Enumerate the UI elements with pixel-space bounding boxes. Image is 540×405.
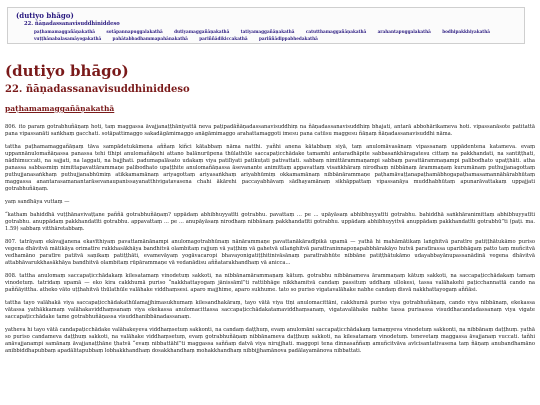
paragraph: tattha paṭhamamaggañāṇaṃ tāva sampādetukāmena aññaṃ kiñci kātabbaṃ nāma natthi. yañhi anena kātabbaṃ siyā, taṃ anulomāvasānaṃ vipassanaṃ uppādentena katameva. evaṃ uppannānulomañāṇassa panassa tehi tīhipi anulomañāṇehi attano balānurūpena thūlathūle saccapaṭicchādake tamamhi antaradhāpite sabbasaṅkhāragatesu cittaṃ na pakkhandati, na santiṭṭhati, nādhimuccati, na sajjati, na laggati, na bajjhati. padumapalāsato udakaṃ viya patilīyati patikuṭati pativattati. sabbaṃ nimittārammaṇampi sabbaṃ pavattārammaṇampi palibodhato upaṭṭhāti. atha panassa sabbasmiṃ nimittapavattārammaṇe palibodhato upaṭṭhite anulomañāṇassa āsevanante animittaṃ appavattaṃ visaṅkhāraṃ nirodhaṃ nibbānaṃ ārammaṇaṃ kurumānaṃ puthujjanagottaṃ puthujjanasaṅkhaṃ puthujjanabhūmiṃ atikkamamānaṃ ariyagottaṃ ariyasaṅkhaṃ ariyabhūmiṃ okkamamānaṃ nibbānārammaṇe paṭhamāvaṭṭanapaṭhamābhogapaṭhamasamannāhārabhūtaṃ maggassa anantarasamanantarāsevanaupanissayanatthivigatavasena chahi ākārehi paccayabhāvaṃ sādhayamānaṃ sikhāppattaṃ vipassanāya muddhabhūtaṃ apunarāvattakaṃ uppajjati gotrabhuñāṇaṃ.	[5, 144, 535, 192]
paragraph: 807. tatrāyaṃ ekāvajjanena ekavīthiyaṃ pavattamānānampi anulomagotrabhūnaṃ nānārammaṇe pavattanākāradīpikā upamā — yathā hi mahāmātikaṃ laṅghitvā paratīre patiṭṭhātukāmo puriso vegena dhāvitvā mātikāya orimatīre rukkhasākhāya bandhitvā olambitaṃ rajjuṃ vā yaṭṭhiṃ vā gahetvā ullaṅghitvā paratīraninnapoṇapabbhārakāyo hutvā paratīrassa uparibhāgaṃ patto taṃ muñcitvā vedhamāno paratīre patitvā saṇikaṃ patiṭṭhāti, evamevāyaṃ yogāvacaropi bhavayonigatiṭṭhitinivāsānaṃ paratīrabhūte nibbāne patiṭṭhātukāmo udayabbayānupassanādinā vegena dhāvitvā attabhāvarukkhasākhāya bandhitvā olambitaṃ rūpārammaṇe vā vedanādisu aññatarakhandhaṃ vā anicca...	[5, 239, 535, 266]
paragraph: yaṃ sandhāya vuttaṃ —	[5, 199, 70, 205]
article-body	[5, 124, 535, 361]
toc-link[interactable]: vuṭṭhānabalasamāyogakathā	[34, 36, 102, 41]
toc-link[interactable]: catutthamaggañāṇakathā	[305, 29, 367, 34]
table-of-contents	[7, 7, 525, 44]
paragraph: 806. ito paraṃ gotrabhuñāṇaṃ hoti, taṃ maggassa āvajjanaṭṭhāniyattā neva paṭipadāñāṇadassanavisuddhiṃ na ñāṇadassanavisuddhiṃ bhajati, antarā abbohārikameva hoti. vipassanāsote patitattā pana vipassanāti saṅkhaṃ gacchati. sotāpattimaggo sakadāgāmimaggo anāgāmimaggo arahattamaggoti imesu pana catūsu maggesu ñāṇaṃ ñāṇadassanavisuddhi nāma.	[5, 124, 535, 137]
toc-link[interactable]: sotāpannapuggalakathā	[106, 29, 163, 34]
page-heading: (dutiyo bhāgo)	[5, 62, 129, 80]
toc-link[interactable]: pahātabbadhammapahānakathā	[112, 36, 188, 41]
subsection-title: paṭhamamaggañāṇakathā	[5, 104, 115, 113]
toc-section-link[interactable]: 22. ñāṇadassanavisuddhiniddeso	[24, 21, 120, 27]
paragraph: yatheva hi tayo vātā candapaṭicchādake valāhakeyeva viddhaṃsetuṃ sakkonti, na candaṃ daṭṭhuṃ, evaṃ anulomāni saccapaṭicchādakaṃ tamaṃyeva vinodetuṃ sakkonti, na nibbānaṃ daṭṭhuṃ. yathā so puriso candameva daṭṭhuṃ sakkoti, na valāhake viddhaṃsetuṃ, evaṃ gotrabhuñāṇaṃ nibbānameva daṭṭhuṃ sakkoti, na kilesatamaṃ vinodetuṃ. tenevetaṃ maggassa āvajjanaṃ vuccati. tañhi anāvajjanampi samānaṃ āvajjanaṭṭhāne ṭhatvā “evaṃ nibbattāhī”ti maggassa saññaṃ datvā viya nirujjhati. maggopi tena dinnasaññaṃ amuñcitvāva avīcisantativasena taṃ ñāṇaṃ anubandhamāno anibbiddhapubbaṃ apadālitapubbaṃ lobhakkhandhaṃ dosakkhandhaṃ mohakkhandhaṃ nibbijjhamānova padālayamānova nibbattati.	[5, 327, 535, 354]
toc-link[interactable]: bodhipakkhiyakathā	[442, 29, 491, 34]
toc-title-link[interactable]: (dutiyo bhāgo)	[16, 11, 74, 20]
toc-link[interactable]: pariññādikiccakathā	[199, 36, 248, 41]
toc-link[interactable]: tatiyamaggañāṇakathā	[240, 29, 295, 34]
paragraph: “katham bahiddhā vuṭṭhānavivaṭṭane paññā gotrabhuñāṇaṃ? uppādaṃ abhibhuyyatīti gotrabhu. pavattaṃ ... pe ... upāyāsaṃ abhibhuyyatīti gotrabhu. bahiddhā saṅkhāranimittaṃ abhibhuyyatīti gotrabhu. anuppādaṃ pakkhandatīti gotrabhu. appavattaṃ ... pe ... anupāyāsaṃ nirodhaṃ nibbānaṃ pakkhandatīti gotrabhu. uppādaṃ abhibhuyyitvā anuppādaṃ pakkhandatīti gotrabhū”ti (paṭi. ma. 1.59) sabbaṃ vitthāretabbaṃ.	[5, 212, 535, 232]
toc-link[interactable]: dutiyamaggañāṇakathā	[174, 29, 230, 34]
toc-link[interactable]: arahantapuggalakathā	[377, 29, 431, 34]
toc-link-list	[16, 28, 516, 42]
paragraph: 808. tattha anulomaṃ saccapaṭicchādakaṃ kilesatamaṃ vinodetuṃ sakkoti, na nibbānamārammaṇaṃ kātuṃ. gotrabhu nibbānameva ārammaṇaṃ kātuṃ sakkoti, na saccapaṭicchādakaṃ tamaṃ vinodetuṃ. tatridaṃ upamā — eko kira cakkhumā puriso “nakkhattayogaṃ jānissāmī”ti rattibhāge nikkhamitvā candaṃ passituṃ uddhaṃ ullokesi, tassa valāhakehi paṭicchannattā cando na paññāyittha. atheko vāto uṭṭhahitvā thūlathūle valāhake viddhaṃsesi. aparo majjhime, aparo sukhume. tato so puriso vigatavalāhake nabhe candaṃ disvā nakkhattayogaṃ aññāsi.	[5, 273, 535, 293]
toc-link[interactable]: pariññādippabhedakathā	[258, 36, 318, 41]
section-title: 22. ñāṇadassanavisuddhiniddeso	[5, 84, 190, 95]
toc-link[interactable]: paṭhamamaggañāṇakathā	[34, 29, 96, 34]
paragraph: tattha tayo valāhakā viya saccapaṭicchādakathūlamajjhimasukhumaṃ kilesandhakāraṃ, tayo vātā viya tīṇi anulomacittāni, cakkhumā puriso viya gotrabhuñāṇaṃ, cando viya nibbānaṃ, ekekassa vātassa yathākkamaṃ valāhakaviddhaṃsanaṃ viya ekekassa anulomacittassa saccapaṭicchādakatamaviddhaṃsanaṃ, vigatavalāhake nabhe tassa purisassa visuddhacandadassanaṃ viya vigate saccapaṭicchādake tame gotrabhuñāṇassa visuddhanibbānadassanaṃ.	[5, 300, 535, 320]
